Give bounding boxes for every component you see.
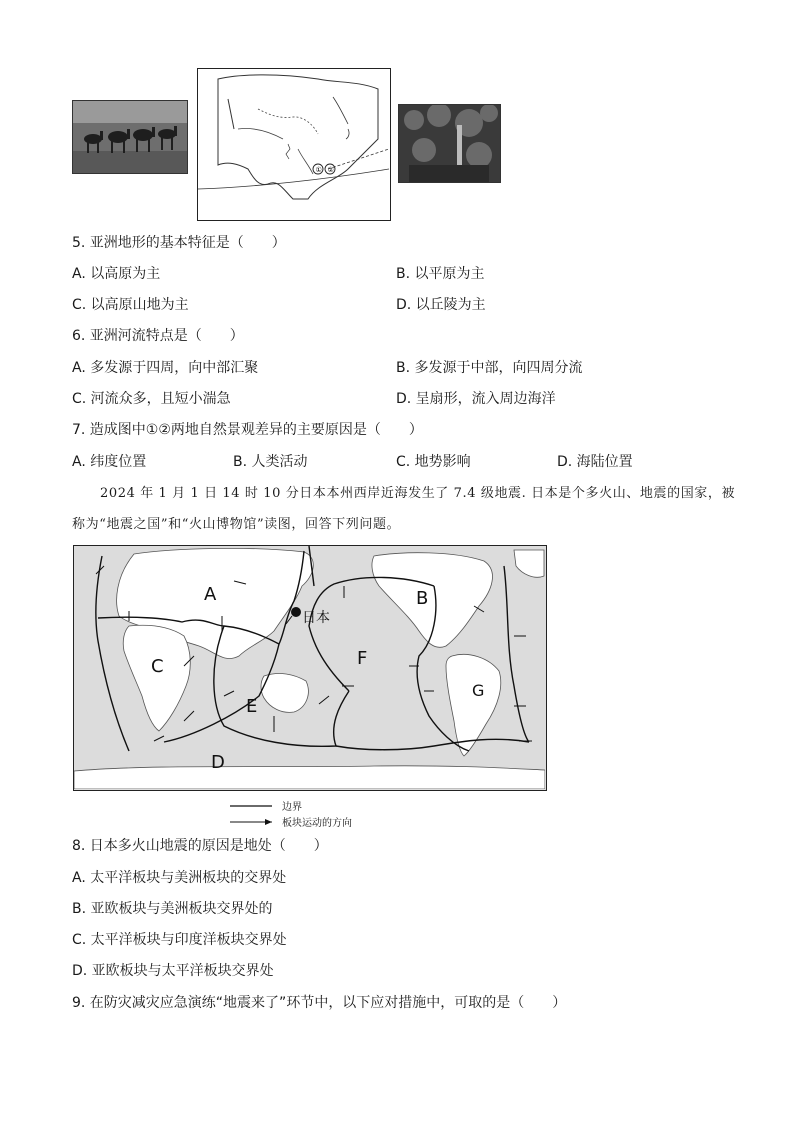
plate-g-label: G <box>472 681 485 700</box>
plate-d-label: D <box>211 752 225 773</box>
q7-option-c[interactable]: C. 地势影响 <box>396 454 471 470</box>
plate-c-label: C <box>151 656 164 677</box>
point-2-label: ② <box>327 166 334 174</box>
passage-line-1: 2024 年 1 月 1 日 14 时 10 分日本本州西岸近海发生了 7.4 级地震. 日本是个多火山、地震的国家，被 <box>100 486 736 501</box>
q6-option-b[interactable]: B. 多发源于中部，向四周分流 <box>396 360 583 376</box>
question-7-stem: 7. 造成图中①②两地自然景观差异的主要原因是（ ） <box>72 422 423 438</box>
question-6-stem: 6. 亚洲河流特点是（ ） <box>72 328 244 344</box>
plate-a-label: A <box>204 584 217 605</box>
legend-direction-label: 板块运动的方向 <box>282 818 352 829</box>
plate-tectonics-map <box>73 545 547 791</box>
q6-option-c[interactable]: C. 河流众多，且短小湍急 <box>72 391 231 407</box>
camel-desert-photo <box>72 100 188 174</box>
plate-f-label: F <box>357 648 368 669</box>
q7-option-b[interactable]: B. 人类活动 <box>233 454 308 470</box>
plate-b-label: B <box>416 588 429 609</box>
q8-option-c[interactable]: C. 太平洋板块与印度洋板块交界处 <box>72 932 287 948</box>
japan-label: 日本 <box>302 610 330 626</box>
q8-option-b[interactable]: B. 亚欧板块与美洲板块交界处的 <box>72 901 273 917</box>
q6-option-a[interactable]: A. 多发源于四周，向中部汇聚 <box>72 360 259 376</box>
question-5-stem: 5. 亚洲地形的基本特征是（ ） <box>72 235 286 251</box>
q6-option-d[interactable]: D. 呈扇形，流入周边海洋 <box>396 391 556 407</box>
map-legend <box>230 800 370 832</box>
q7-option-d[interactable]: D. 海陆位置 <box>557 454 633 470</box>
q5-option-b[interactable]: B. 以平原为主 <box>396 266 485 282</box>
q7-option-a[interactable]: A. 纬度位置 <box>72 454 147 470</box>
q5-option-a[interactable]: A. 以高原为主 <box>72 266 161 282</box>
q8-option-d[interactable]: D. 亚欧板块与太平洋板块交界处 <box>72 963 274 979</box>
asia-sketch-map <box>197 68 391 221</box>
passage-line-2: 称为“地震之国”和“火山博物馆”读图，回答下列问题。 <box>72 517 401 532</box>
q5-option-c[interactable]: C. 以高原山地为主 <box>72 297 189 313</box>
question-8-stem: 8. 日本多火山地震的原因是地处（ ） <box>72 838 328 854</box>
plate-e-label: E <box>246 696 258 717</box>
question-9-stem: 9. 在防灾减灾应急演练“地震来了”环节中，以下应对措施中，可取的是（ ） <box>72 995 567 1011</box>
rainforest-photo <box>398 104 501 183</box>
q5-option-d[interactable]: D. 以丘陵为主 <box>396 297 486 313</box>
legend-boundary-label: 边界 <box>282 802 302 813</box>
point-1-label: ① <box>315 166 322 174</box>
q8-option-a[interactable]: A. 太平洋板块与美洲板块的交界处 <box>72 870 287 886</box>
